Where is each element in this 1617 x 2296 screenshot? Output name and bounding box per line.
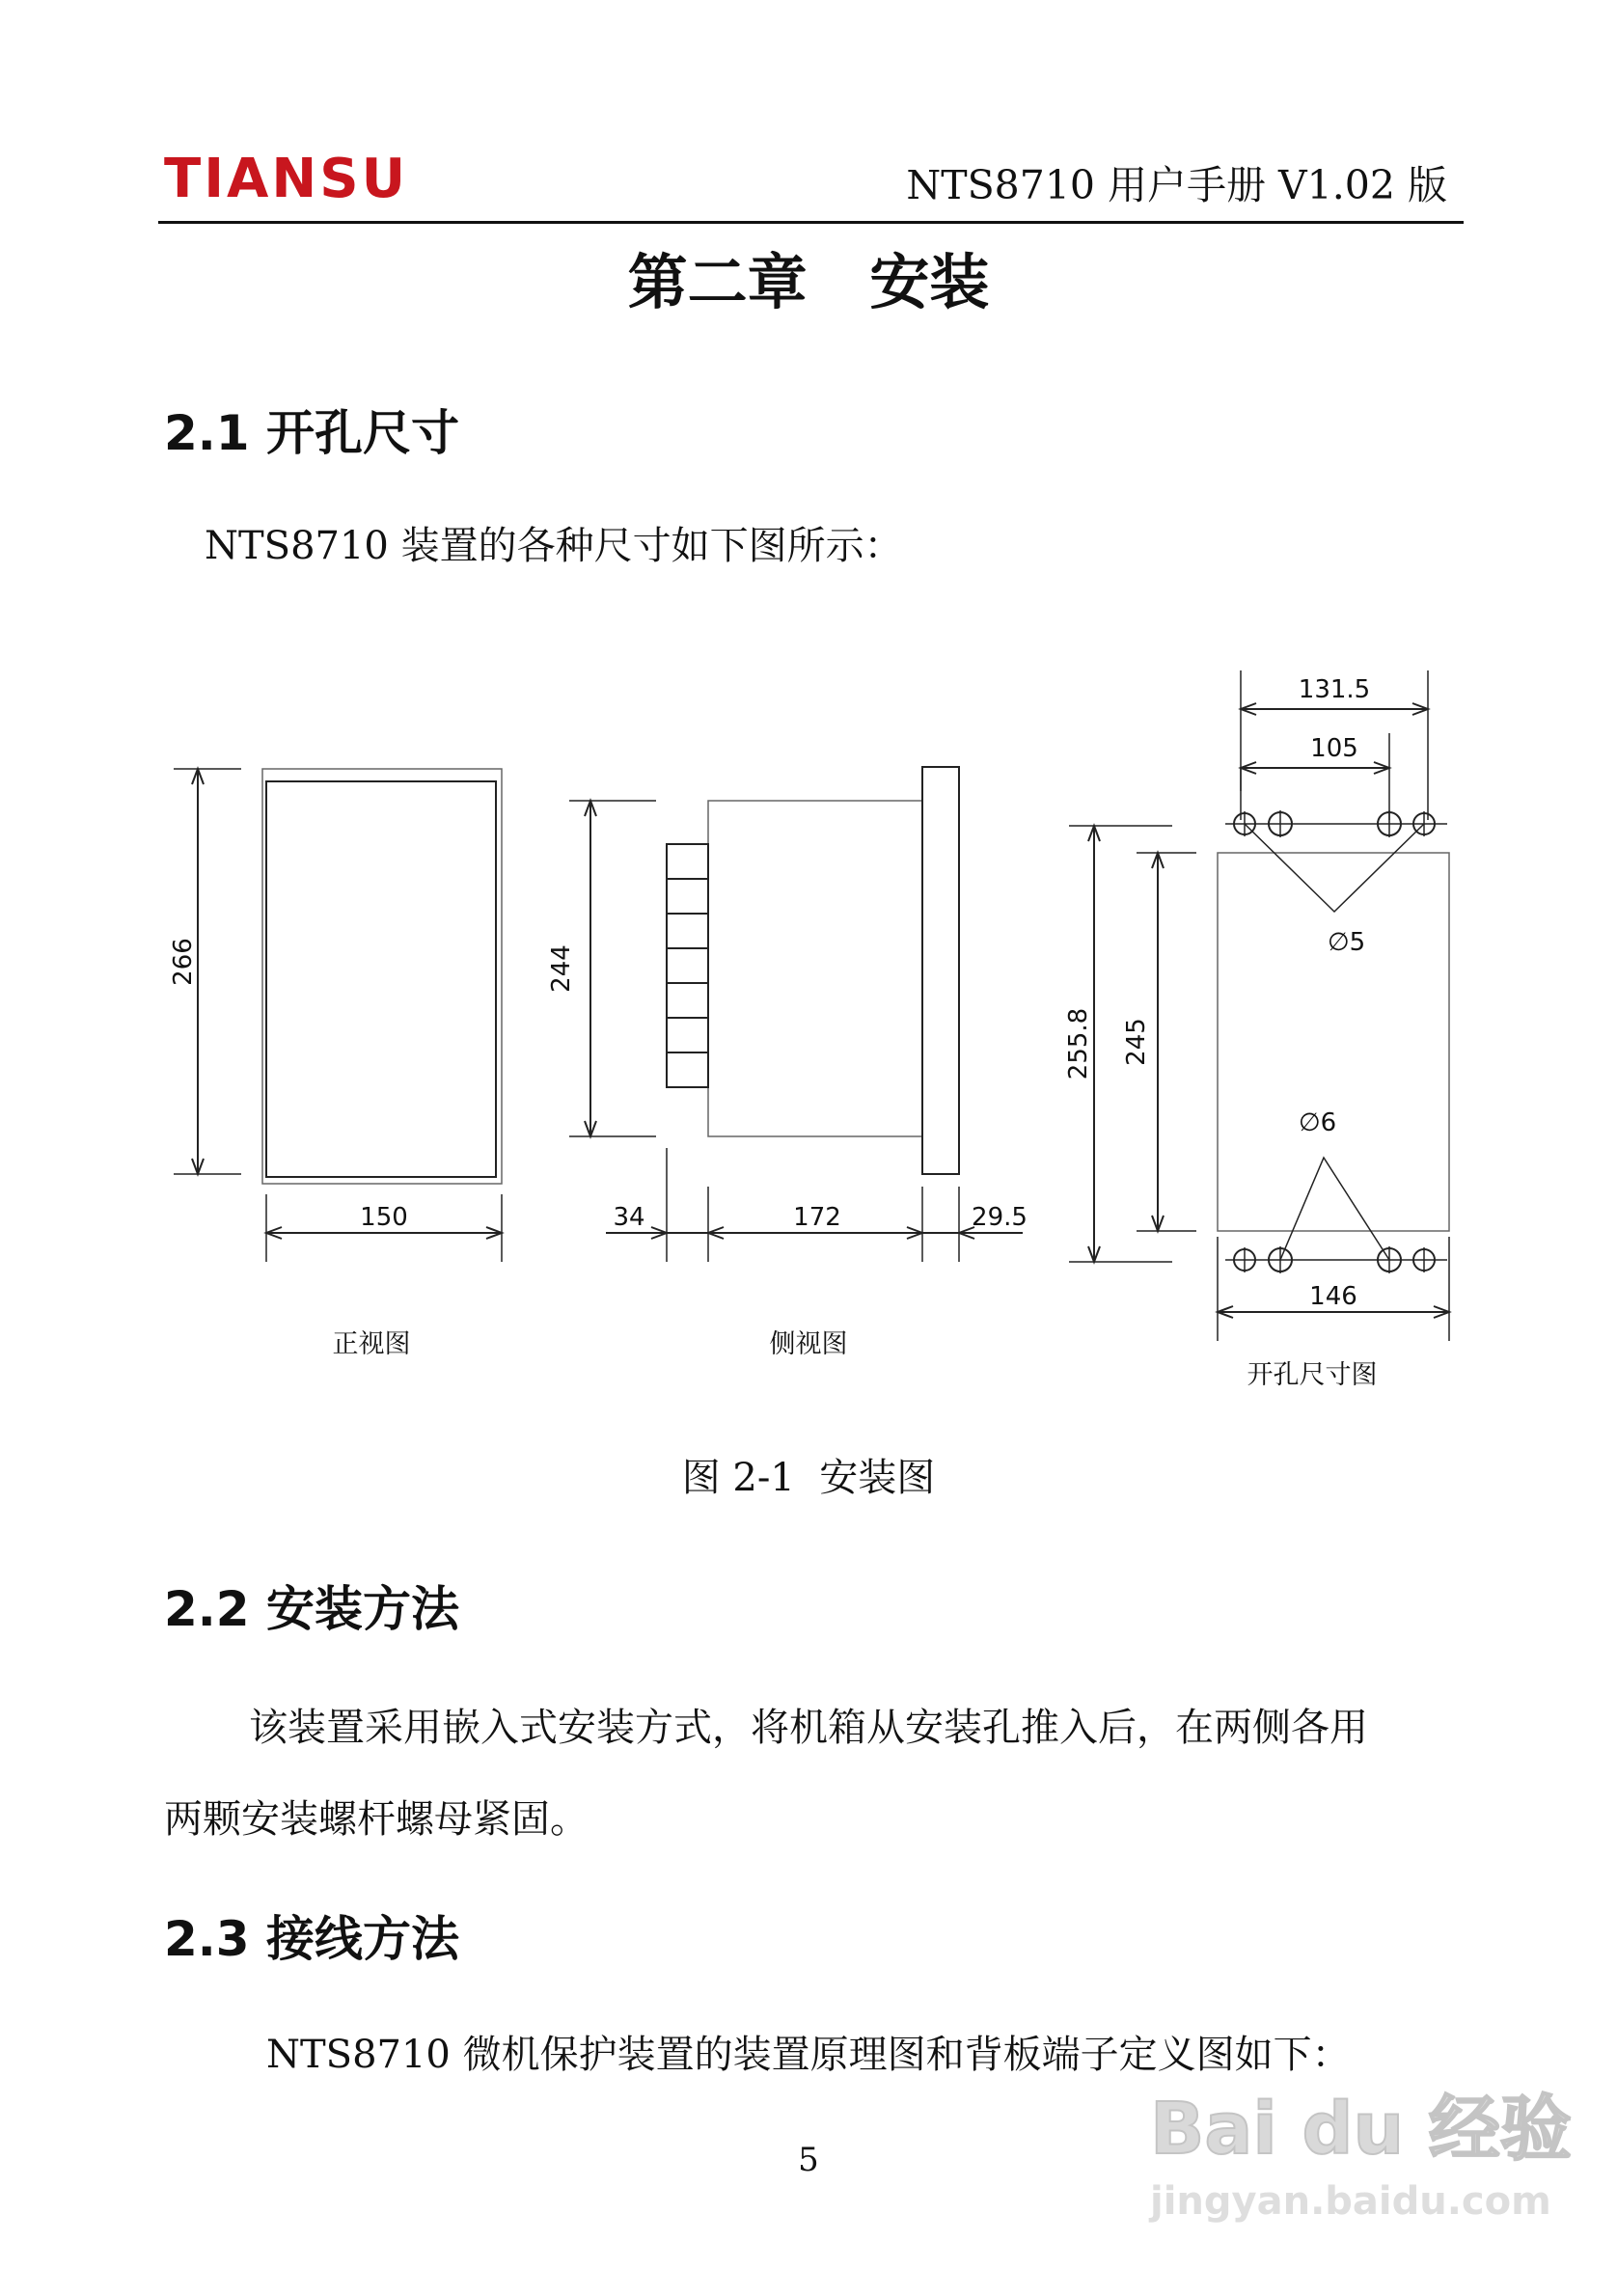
- figure-caption: 图 2-1 安装图: [681, 1456, 936, 1500]
- front-view-panel: [266, 781, 496, 1177]
- baidu-watermark-logo: Bai du 经验: [1150, 2088, 1572, 2171]
- side-height-dim: 244: [547, 944, 576, 993]
- terminal-block: [667, 844, 708, 879]
- baidu-watermark-url: jingyan.baidu.com: [1150, 2179, 1551, 2224]
- side-view-flange: [922, 767, 959, 1174]
- hole-bottom-diameter-label: ∅6: [1299, 1108, 1337, 1137]
- terminal-block: [667, 914, 708, 948]
- side-view-body: [708, 801, 922, 1136]
- side-flange-dim: 29.5: [972, 1203, 1028, 1232]
- terminal-block: [667, 1018, 708, 1052]
- cutout-bottom-width-dim: 146: [1309, 1282, 1357, 1311]
- cutout-panel: [1218, 853, 1449, 1231]
- installation-drawing: [0, 637, 1617, 1408]
- cutout-view: [1064, 670, 1449, 1390]
- header-rule: [158, 221, 1464, 224]
- side-front-dim: 34: [613, 1203, 645, 1232]
- terminal-block: [667, 1052, 708, 1087]
- terminal-block: [667, 879, 708, 914]
- front-view: [169, 769, 502, 1359]
- side-body-dim: 172: [793, 1203, 841, 1232]
- section-heading-2-3: 2.3 接线方法: [164, 1911, 459, 1967]
- page-number: 5: [798, 2141, 819, 2179]
- section-2-2-paragraph-line-1: 该装置采用嵌入式安装方式，将机箱从安装孔推入后，在两侧各用: [249, 1706, 1368, 1750]
- hole-top-diameter-label: ∅5: [1328, 928, 1366, 957]
- terminal-block: [667, 948, 708, 983]
- section-2-1-paragraph: NTS8710 装置的各种尺寸如下图所示：: [205, 524, 903, 568]
- cutout-outer-width-dim: 131.5: [1298, 675, 1371, 704]
- cutout-inner-height-dim: 245: [1122, 1018, 1151, 1066]
- section-2-2-paragraph-line-2: 两颗安装螺杆螺母紧固。: [164, 1797, 589, 1842]
- cutout-view-label: 开孔尺寸图: [1247, 1360, 1378, 1390]
- section-2-3-paragraph: NTS8710 微机保护装置的装置原理图和背板端子定义图如下：: [266, 2033, 1351, 2077]
- terminal-block: [667, 983, 708, 1018]
- front-width-dim: 150: [360, 1203, 408, 1232]
- cutout-outer-height-dim: 255.8: [1064, 1007, 1093, 1080]
- front-height-dim: 266: [169, 938, 198, 986]
- section-heading-2-2: 2.2 安装方法: [164, 1581, 459, 1637]
- front-view-label: 正视图: [332, 1329, 411, 1359]
- cutout-inner-width-dim: 105: [1310, 734, 1358, 763]
- chapter-title: 第二章 安装: [627, 247, 990, 317]
- tiansu-logo: TIANSU: [164, 148, 409, 210]
- side-view: [547, 767, 1028, 1359]
- side-view-label: 侧视图: [769, 1329, 848, 1359]
- section-heading-2-1: 2.1 开孔尺寸: [164, 405, 459, 461]
- header-title: NTS8710 用户手册 V1.02 版: [906, 162, 1447, 208]
